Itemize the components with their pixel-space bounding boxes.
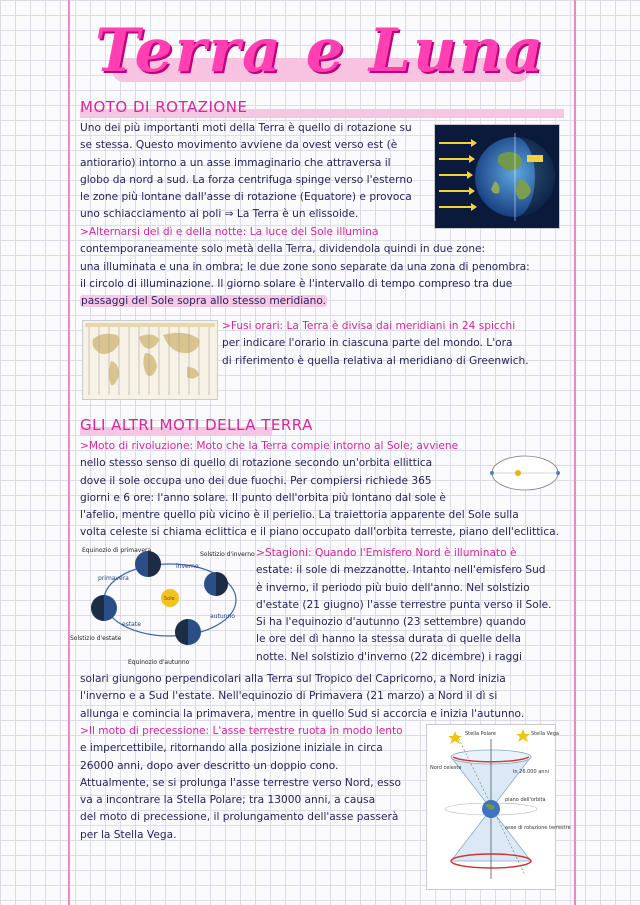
label-orbit-plane: piano dell'orbita [505, 797, 546, 803]
text-line: è inverno, il periodo più buio dell'anno. Nel solstizio [256, 581, 530, 594]
time-zones-paragraph [222, 318, 529, 370]
label-in-26000-years: in 26.000 anni [513, 769, 550, 775]
text-line: l'afelio, mentre quello più vicino è il perielio. La traiettoria apparente del Sole sulla [80, 509, 519, 522]
left-margin-line [68, 0, 70, 905]
text-line: >Il moto di precessione: L'asse terrestre ruota in modo lento [80, 725, 403, 737]
label-north-celestial: Nord celeste [430, 765, 462, 771]
label-sun: Sole [164, 596, 175, 602]
text-line: >Alternarsi del dì e della notte: La luce del Sole illumina [80, 226, 379, 238]
text-line: contemporaneamente solo metà della Terra, dividendola quindi in due zone: [80, 243, 486, 256]
text-line: se stessa. Questo movimento avviene da ovest verso est (è [80, 139, 398, 152]
seasons-continuation-paragraph [80, 671, 524, 723]
text-line: per indicare l'orario in ciascuna parte del mondo. L'ora [222, 337, 513, 350]
text-line: d'estate (21 giugno) l'asse terrestre punta verso il Sole. [256, 598, 552, 611]
text-line: >Moto di rivoluzione: Moto che la Terra compie intorno al Sole; avviene [80, 440, 459, 452]
text-line: di riferimento è quella relativa al meridiano di Greenwich. [222, 354, 529, 367]
text-line: globo da nord a sud. La forza centrifuga spinge verso l'esterno [80, 173, 413, 186]
text-line: estate: il sole di mezzanotte. Intanto nell'emisfero Sud [256, 564, 546, 577]
text-line: solari giungono perpendicolari alla Terra sul Tropico del Capricorno, a Nord inizia [80, 673, 506, 685]
text-line: 26000 anni, dopo aver descritto un doppio cono. [80, 759, 339, 772]
label-season-winter: inverno [176, 563, 199, 570]
text-line: allunga e comincia la primavera, mentre in quello Sud si accorcia e inizia l'autunno. [80, 707, 525, 720]
text-line: notte. Nel solstizio d'inverno (22 dicembre) i raggi [256, 650, 522, 663]
text-line: Si ha l'equinozio d'autunno (23 settembre) quando [256, 616, 526, 629]
text-line: le zone più lontane dall'asse di rotazione (Equatore) e provoca [80, 191, 412, 204]
precession-cone-diagram [426, 724, 571, 890]
title-block [0, 10, 640, 90]
label-spring-equinox: Equinozio di primavera [82, 547, 152, 554]
label-winter-solstice: Solstizio d'inverno [200, 551, 255, 558]
label-rotation-axis: asse di rotazione terrestre [505, 825, 571, 831]
label-summer-solstice: Solstizio d'estate [70, 635, 122, 642]
text-line: antiorario) intorno a un asse immaginario che attraversa il [80, 156, 391, 169]
page-title: Terra e Luna [94, 16, 546, 86]
label-vega: Stella Vega [531, 731, 559, 737]
text-line: e impercettibile, ritornando alla posizione iniziale in circa [80, 742, 383, 755]
time-zones-map-image [82, 320, 218, 400]
right-margin-line [574, 0, 576, 905]
text-line: per la Stella Vega. [80, 828, 177, 841]
section-heading-other-motions: GLI ALTRI MOTI DELLA TERRA [80, 416, 313, 434]
text-line: nello stesso senso di quello di rotazione secondo un'orbita ellittica [80, 457, 433, 470]
text-line: giorni e 6 ore: l'anno solare. Il punto dell'orbita più lontano dal sole è [80, 491, 446, 504]
precession-paragraph [80, 723, 403, 844]
text-line: l'inverno e a Sud l'estate. Nell'equinozio di Primavera (21 marzo) a Nord il dì si [80, 690, 498, 703]
text-line: >Fusi orari: La Terra è divisa dai meridiani in 24 spicchi [222, 320, 516, 332]
text-line: passaggi del Sole sopra allo stesso meridiano. [81, 295, 327, 308]
seasons-paragraph [256, 545, 552, 666]
section-heading-rotation: MOTO DI ROTAZIONE [80, 98, 247, 116]
text-line: >Stagioni: Quando l'Emisfero Nord è illuminato è [256, 547, 517, 559]
earth-sunlight-image [434, 124, 560, 229]
text-line: le ore del dì hanno la stessa durata di quelle della [256, 633, 521, 646]
text-line: una illuminata e una in ombra; le due zone sono separate da una zona di penombra: [80, 260, 530, 273]
seasons-orbit-diagram [70, 544, 254, 672]
label-season-summer: estate [122, 621, 141, 628]
text-line: uno schiacciamento ai poli ⇒ La Terra è un elissoide. [80, 208, 359, 221]
orbit-ellipse-diagram [488, 450, 562, 496]
text-line: Uno dei più importanti moti della Terra è quello di rotazione su [80, 122, 412, 134]
text-line: il circolo di illuminazione. Il giorno solare è l'intervallo di tempo compreso tra due [80, 277, 513, 290]
label-season-autumn: autunno [210, 613, 235, 620]
text-line: dove il sole occupa uno dei due fuochi. Per compiersi richiede 365 [80, 474, 432, 487]
text-line: volta celeste si chiama eclittica e il piano occupato dall'orbita terreste, piano dell'eclittica. [80, 526, 560, 539]
label-polaris: Stella Polare [465, 731, 497, 737]
text-line: del moto di precessione, il prolungamento dell'asse passerà [80, 811, 399, 824]
text-line: va a incontrare la Stella Polare; tra 13000 anni, a causa [80, 794, 376, 807]
text-line: Attualmente, se si prolunga l'asse terrestre verso Nord, esso [80, 776, 402, 789]
rotation-paragraph [80, 120, 413, 224]
label-season-spring: primavera [98, 575, 129, 582]
day-night-paragraph [80, 224, 530, 310]
label-autumn-equinox: Equinozio d'autunno [128, 659, 190, 666]
